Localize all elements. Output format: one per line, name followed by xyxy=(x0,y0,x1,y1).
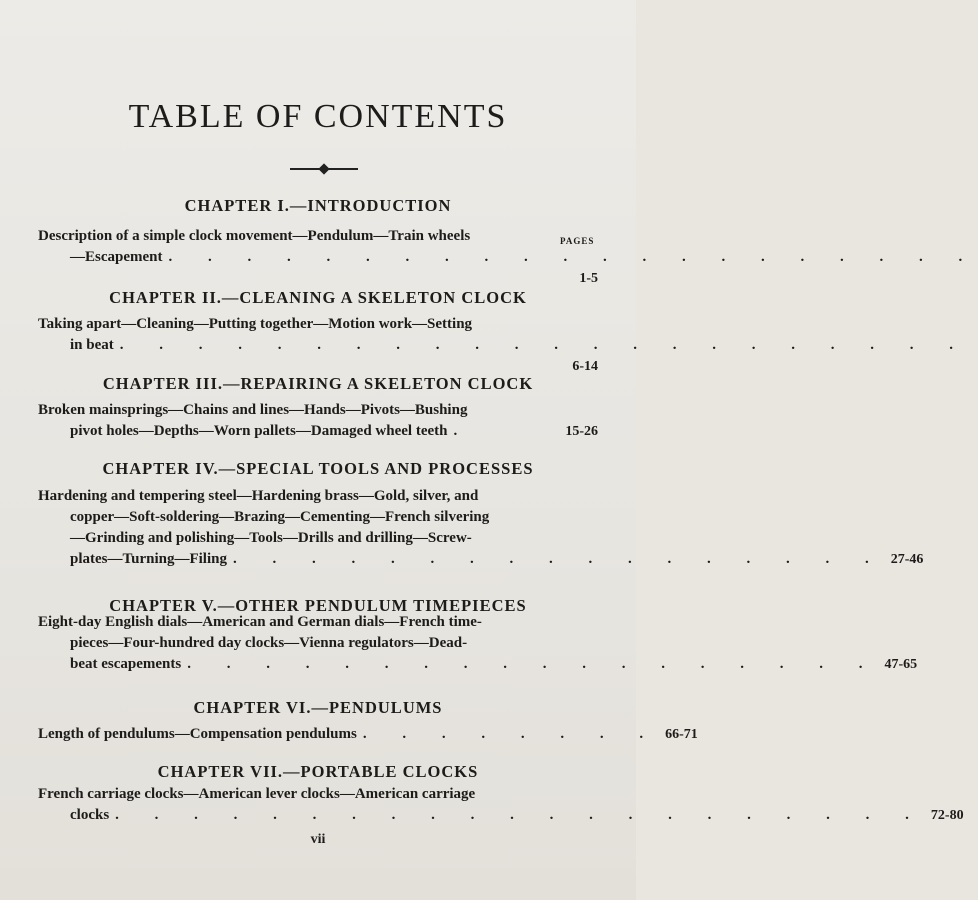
description-line: copper—Soft-soldering—Brazing—Cementing—French silvering xyxy=(70,509,490,525)
dot-leader: . . . . . . . . . . . . . . . . . . . . . . xyxy=(119,337,970,353)
pages-column-label: PAGES xyxy=(560,236,595,246)
description-line: Description of a simple clock movement—Pendulum—Train wheels xyxy=(38,228,471,244)
description-line: in beat xyxy=(70,337,114,353)
dot-leader: . . . . . . . . . . . . . . . . . . xyxy=(187,656,879,672)
page-range: 6-14 xyxy=(572,359,598,374)
chapter-heading: CHAPTER II.—CLEANING A SKELETON CLOCK xyxy=(109,288,527,307)
description-line: French carriage clocks—American lever clocks—American carriage xyxy=(38,786,476,802)
chapter-heading: CHAPTER VI.—PENDULUMS xyxy=(193,698,443,717)
chapter-description xyxy=(38,486,924,570)
chapter-heading: CHAPTER V.—OTHER PENDULUM TIMEPIECES xyxy=(109,596,527,615)
description-line: pieces—Four-hundred day clocks—Vienna regulators—Dead- xyxy=(70,635,468,651)
description-line: Broken mainsprings—Chains and lines—Hands—Pivots—Bushing xyxy=(38,402,468,418)
description-line: Eight-day English dials—American and German dials—French time- xyxy=(38,614,482,630)
chapter-description xyxy=(38,612,918,675)
page-number: vii xyxy=(310,832,326,847)
chapter-heading: CHAPTER IV.—SPECIAL TOOLS AND PROCESSES xyxy=(102,459,534,478)
page-range: 66-71 xyxy=(665,727,698,742)
description-line: beat escapements xyxy=(70,656,182,672)
page-title: TABLE OF CONTENTS xyxy=(128,98,508,135)
dot-leader: . . . . . . . . . . . . . . . . . . . . . xyxy=(168,249,978,265)
chapter-heading: CHAPTER III.—REPAIRING A SKELETON CLOCK xyxy=(102,374,534,393)
description-line: —Escapement xyxy=(70,249,163,265)
description-line: pivot holes—Depths—Worn pallets—Damaged wheel teeth xyxy=(70,423,448,439)
description-line: plates—Turning—Filing xyxy=(70,551,227,567)
page-range: 72-80 xyxy=(930,808,964,823)
chapter-description xyxy=(38,226,978,289)
description-line: Taking apart—Cleaning—Putting together—Motion work—Setting xyxy=(38,316,473,332)
dot-leader: . . . . . . . . . . . . . . . . . . . . . xyxy=(115,807,925,823)
chapter-description xyxy=(38,400,598,442)
chapter-description xyxy=(38,314,970,377)
page-range: 1-5 xyxy=(579,271,598,286)
chapter-heading: CHAPTER I.—INTRODUCTION xyxy=(184,196,452,215)
ornament-divider xyxy=(290,167,358,171)
page-range: 15-26 xyxy=(565,424,598,439)
chapter-heading: CHAPTER VII.—PORTABLE CLOCKS xyxy=(157,762,479,781)
page-range: 47-65 xyxy=(884,657,918,672)
dot-leader: . . . . . . . . xyxy=(362,726,660,742)
description-line: Length of pendulums—Compensation pendulums xyxy=(38,726,357,742)
description-line: —Grinding and polishing—Tools—Drills and drilling—Screw- xyxy=(70,530,472,546)
dot-leader: . . . . . . . . . . . . . . . . . xyxy=(233,551,885,567)
dot-leader: . xyxy=(453,423,474,439)
description-line: clocks xyxy=(70,807,110,823)
page-range: 27-46 xyxy=(890,552,924,567)
description-line: Hardening and tempering steel—Hardening brass—Gold, silver, and xyxy=(38,488,479,504)
chapter-description xyxy=(38,724,698,745)
chapter-description xyxy=(38,784,964,826)
